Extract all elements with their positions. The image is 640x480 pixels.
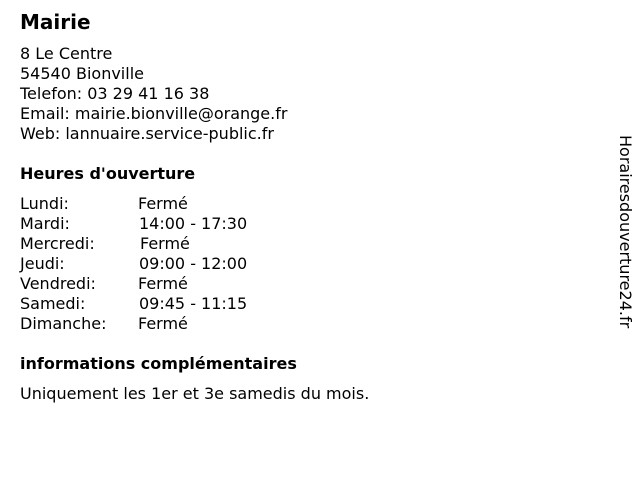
- hours-time-value: Fermé: [138, 274, 188, 293]
- address-street: 8 Le Centre: [20, 44, 113, 63]
- additional-info-heading: informations complémentaires: [20, 354, 297, 373]
- hours-day-label: Mardi:: [20, 214, 70, 233]
- opening-hours-heading: Heures d'ouverture: [20, 164, 196, 183]
- hours-day-label: Vendredi:: [20, 274, 96, 293]
- hours-day-label: Jeudi:: [20, 254, 65, 273]
- hours-time-value: Fermé: [138, 194, 188, 213]
- hours-day-label: Dimanche:: [20, 314, 107, 333]
- hours-day-label: Samedi:: [20, 294, 86, 313]
- hours-time-value: Fermé: [138, 314, 188, 333]
- hours-row-monday: [20, 194, 320, 214]
- opening-hours-table: [20, 194, 320, 334]
- site-watermark: [610, 135, 640, 375]
- phone-number: Telefon: 03 29 41 16 38: [20, 84, 210, 103]
- hours-row-sunday: [20, 314, 320, 334]
- hours-row-thursday: [20, 254, 320, 274]
- website-address: Web: lannuaire.service-public.fr: [20, 124, 274, 143]
- page-title: Mairie: [20, 10, 91, 34]
- hours-row-tuesday: [20, 214, 320, 234]
- address-block: [20, 44, 287, 144]
- email-address: Email: mairie.bionville@orange.fr: [20, 104, 288, 123]
- hours-row-friday: [20, 274, 320, 294]
- hours-row-wednesday: [20, 234, 320, 254]
- additional-info-text: Uniquement les 1er et 3e samedis du mois.: [20, 384, 370, 403]
- hours-time-value: 09:00 - 12:00: [139, 254, 248, 273]
- hours-row-saturday: [20, 294, 320, 314]
- hours-day-label: Mercredi:: [20, 234, 95, 253]
- hours-time-value: Fermé: [140, 234, 190, 253]
- hours-day-label: Lundi:: [20, 194, 69, 213]
- hours-time-value: 14:00 - 17:30: [139, 214, 248, 233]
- address-city: 54540 Bionville: [20, 64, 144, 83]
- watermark-text: Horairesdouverture24.fr: [616, 135, 635, 329]
- hours-time-value: 09:45 - 11:15: [139, 294, 248, 313]
